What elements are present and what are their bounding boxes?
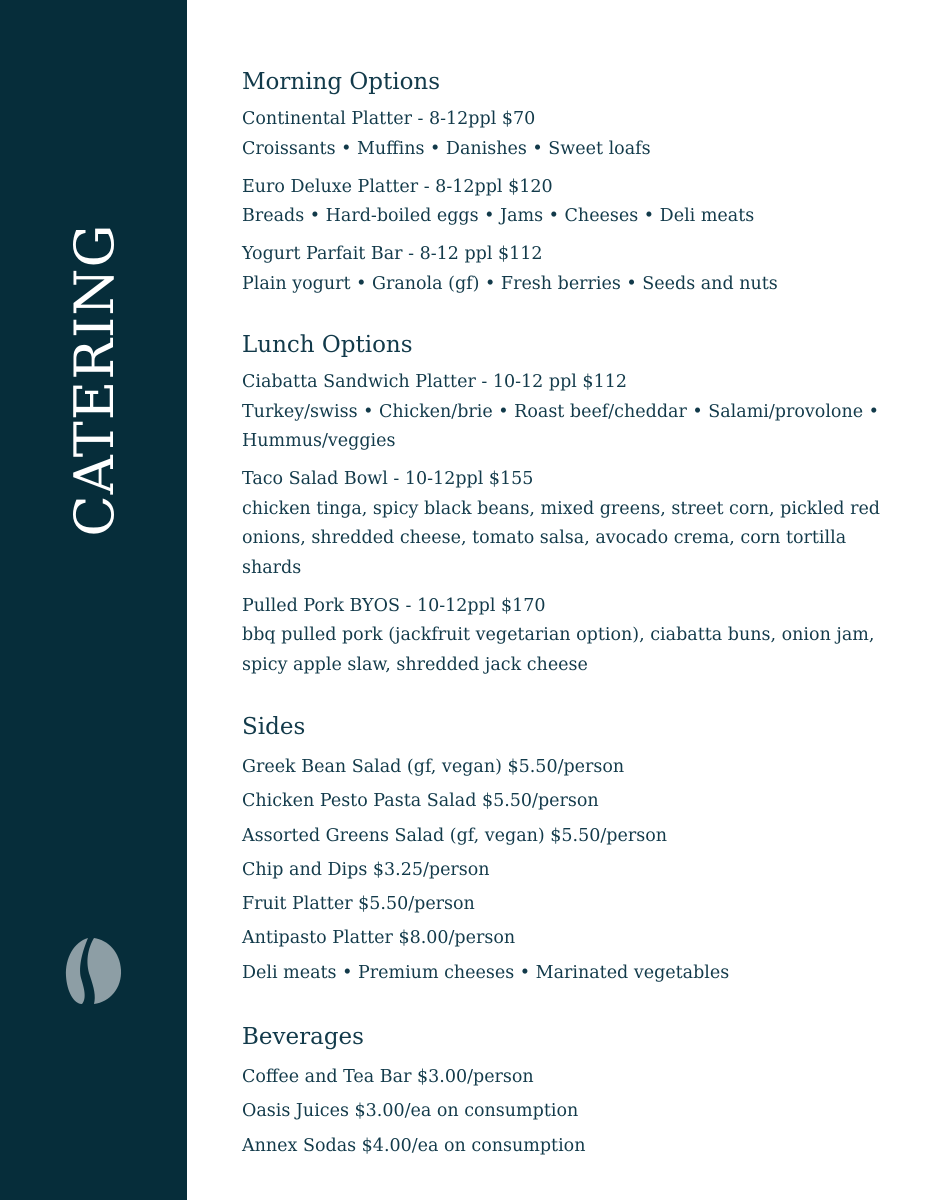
list-item: Annex Sodas $4.00/ea on consumption: [242, 1135, 586, 1156]
sidebar-title: CATERING: [63, 223, 126, 537]
section-beverages: [242, 1019, 882, 1163]
section-title: Lunch Options: [242, 332, 413, 358]
list-item: Chip and Dips $3.25/person: [242, 859, 490, 880]
item-description: Breads • Hard-boiled eggs • Jams • Cheeses • Deli meats: [242, 206, 755, 226]
list-item: Antipasto Platter $8.00/person: [242, 928, 516, 949]
section-title: Sides: [242, 714, 306, 740]
list-item: Assorted Greens Salad (gf, vegan) $5.50/person: [242, 825, 667, 846]
list-item: Greek Bean Salad (gf, vegan) $5.50/person: [242, 757, 625, 777]
item-name: Euro Deluxe Platter - 8-12ppl $120: [242, 176, 553, 197]
menu-item: [242, 465, 882, 583]
list-item: Deli meats • Premium cheeses • Marinated vegetables: [242, 962, 730, 983]
list-item: Coffee and Tea Bar $3.00/person: [242, 1067, 534, 1088]
item-name: Yogurt Parfait Bar - 8-12 ppl $112: [242, 244, 543, 264]
list-item: Oasis Juices $3.00/ea on consumption: [242, 1101, 579, 1122]
item-description: Turkey/swiss • Chicken/brie • Roast beef/cheddar • Salami/provolone • Hummus/veggies: [242, 401, 879, 451]
menu-content: [242, 64, 882, 1163]
list-item: Chicken Pesto Pasta Salad $5.50/person: [242, 791, 599, 812]
item-description: Plain yogurt • Granola (gf) • Fresh berries • Seeds and nuts: [242, 273, 778, 294]
item-name: Ciabatta Sandwich Platter - 10-12 ppl $112: [242, 372, 627, 392]
item-description: chicken tinga, spicy black beans, mixed greens, street corn, pickled red onions, shredded cheese, tomato salsa, avocado crema, corn tortilla shards: [242, 498, 880, 578]
item-name: Taco Salad Bowl - 10-12ppl $155: [242, 469, 534, 489]
coffee-bean-icon: [64, 936, 124, 1006]
section-title: Beverages: [242, 1024, 364, 1051]
section-morning-options: [242, 64, 882, 299]
list-item: Fruit Platter $5.50/person: [242, 894, 475, 915]
section-sides: [242, 709, 882, 990]
section-title: Morning Options: [242, 69, 441, 95]
section-lunch-options: [242, 327, 882, 680]
sidebar: [0, 0, 187, 1200]
menu-item: [242, 368, 882, 457]
menu-item: [242, 173, 882, 232]
item-name: Continental Platter - 8-12ppl $70: [242, 109, 536, 129]
item-description: bbq pulled pork (jackfruit vegetarian option), ciabatta buns, onion jam, spicy apple slaw, shredded jack cheese: [242, 625, 875, 675]
menu-item: [242, 105, 882, 164]
item-description: Croissants • Muffins • Danishes • Sweet loafs: [242, 138, 651, 159]
item-name: Pulled Pork BYOS - 10-12ppl $170: [242, 595, 546, 616]
menu-item: [242, 592, 882, 681]
menu-item: [242, 240, 882, 299]
